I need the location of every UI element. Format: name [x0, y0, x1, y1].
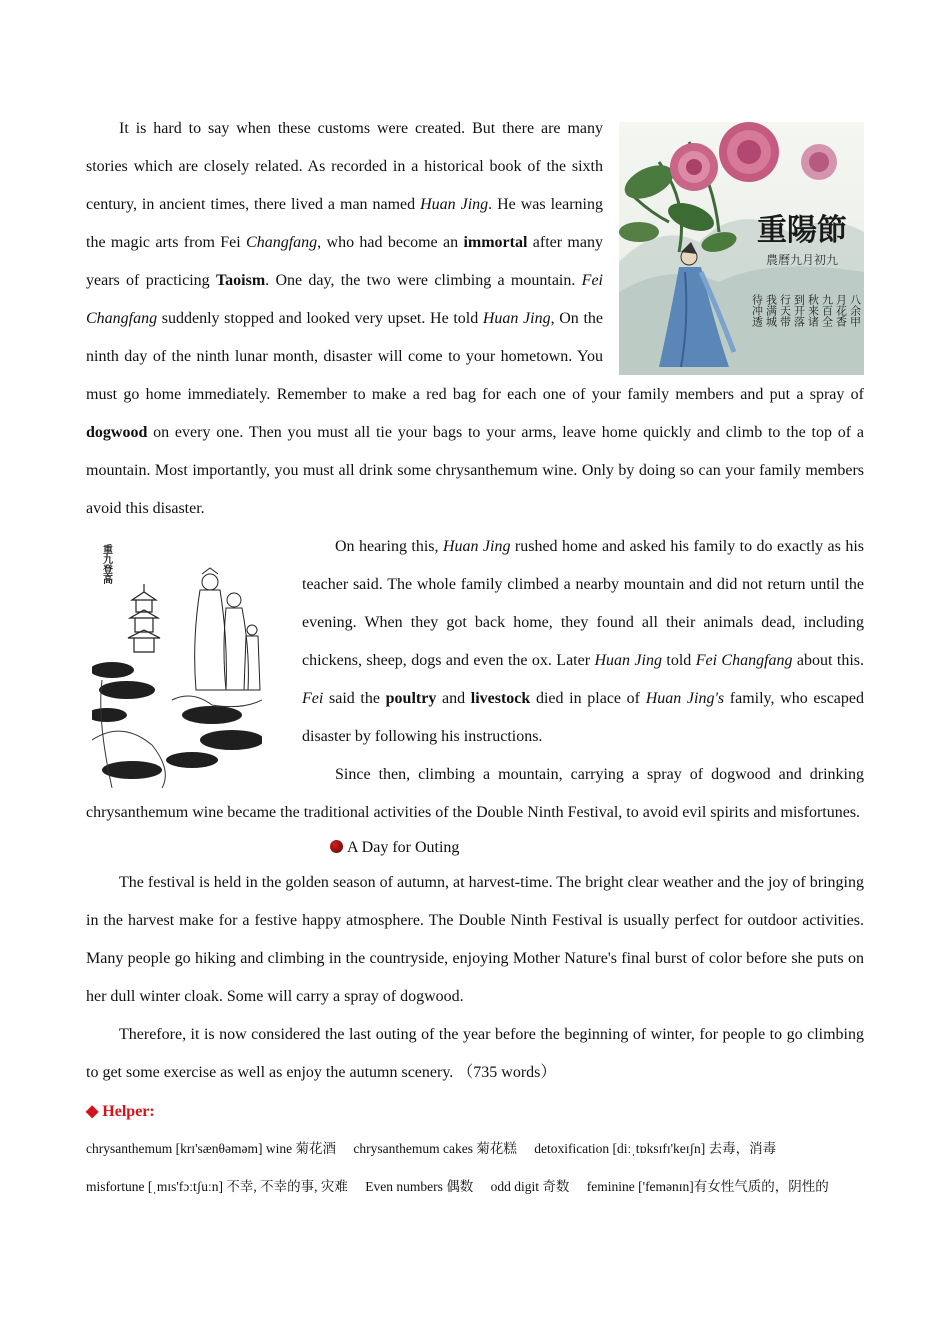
document-page: [86, 110, 864, 1206]
text-run: On hearing this,: [335, 538, 443, 555]
name-huan-jing: Huan Jing: [420, 196, 489, 213]
text-run: , On the ninth day of the ninth lunar month, disaster will come to your hometown. You must go home immediately. Remember to make a red bag for each one of your family members and put a spray of: [86, 310, 864, 403]
name-changfang: Changfang: [246, 234, 318, 251]
text-run: , who had become an: [317, 234, 464, 251]
vocab-entry: Even numbers 偶数: [365, 1179, 474, 1194]
poem-column: 月花香: [834, 294, 848, 327]
poem-column: 八余甲: [848, 294, 862, 327]
text-run: died in place of: [530, 690, 646, 707]
vocab-entry: chrysanthemum cakes 菊花糕: [353, 1141, 517, 1156]
illustration-poem: [751, 293, 862, 328]
text-run: It is hard to say when these customs were created. But there are many stories which are closely related. As recorded in a historical book of the sixth century, in ancient times, there lived a man named: [86, 120, 603, 213]
bullet-icon: [330, 840, 343, 853]
term-livestock: livestock: [470, 690, 531, 707]
name-fei: Fei: [302, 690, 324, 707]
vocab-entry: misfortune [ˌmɪs'fɔːtʃuːn] 不幸, 不幸的事, 灾难: [86, 1179, 348, 1194]
name-fei-changfang: Fei Changfang: [695, 652, 793, 669]
name-huan-jing: Huan Jing: [482, 310, 551, 327]
helper-title: ◆ Helper:: [86, 1103, 155, 1120]
climbing-illustration: [92, 540, 262, 788]
section-heading-text: A Day for Outing: [347, 839, 460, 856]
paragraph-conclusion: Therefore, it is now considered the last outing of the year before the beginning of winter, for people to go climbing to get some exercise as well as enjoy the autumn scenery. （735 words）: [86, 1026, 864, 1081]
drawing-title: 重九登高: [100, 544, 112, 584]
vocab-entry: detoxification [diːˌtɒksɪfɪ'keɪʃn] 去毒，消毒: [534, 1141, 777, 1156]
double-ninth-illustration: [619, 122, 864, 375]
paragraph-traditions: Since then, climbing a mountain, carrying a spray of dogwood and drinking chrysanthemum wine became the traditional activities of the Double Ninth Festival, to avoid evil spirits and misfortunes.: [86, 766, 864, 821]
text-run: said the: [323, 690, 386, 707]
text-run: family, who escaped disaster by following his instructions.: [302, 690, 865, 745]
poem-column: 九百全: [820, 294, 834, 327]
text-run: about this.: [792, 652, 865, 669]
text-run: rushed home and asked his family to do exactly as his teacher said. The whole family climbed a nearby mountain and did not return until the evening. When they got back home, they found all their animals dead, including chickens, sheep, dogs and even the ox. Later: [302, 538, 864, 669]
helper-line: [86, 1168, 864, 1206]
vocab-entry: chrysanthemum [krɪ'sænθəməm] wine 菊花酒: [86, 1141, 336, 1156]
poem-column: 秋来诸: [806, 294, 820, 327]
helper-line: [86, 1130, 864, 1168]
term-poultry: poultry: [385, 690, 437, 707]
ink-drawing: [92, 540, 262, 788]
poem-column: 行天带: [778, 294, 792, 327]
vocab-entry: odd digit 奇数: [490, 1179, 570, 1194]
text-run: . He was learning the magic arts from Fei: [86, 196, 603, 251]
name-huan-jings: Huan Jing's: [645, 690, 725, 707]
term-immortal: immortal: [463, 234, 528, 251]
text-run: suddenly stopped and looked very upset. He told: [157, 310, 483, 327]
poem-column: 我满城: [764, 294, 778, 327]
section-heading: [86, 832, 864, 864]
poem-column: 到开落: [792, 294, 806, 327]
name-huan-jing: Huan Jing: [442, 538, 511, 555]
name-huan-jing: Huan Jing: [594, 652, 662, 669]
illustration-title: 重陽節: [757, 213, 847, 248]
term-taoism: Taoism: [215, 272, 266, 289]
poem-column: 待冲透: [750, 294, 764, 327]
text-run: . One day, the two were climbing a mountain.: [265, 272, 582, 289]
text-run: after many years of practicing: [86, 234, 603, 289]
paragraph-outing: The festival is held in the golden season of autumn, at harvest-time. The bright clear weather and the joy of bringing in the harvest make for a festive happy atmosphere. The Double Ninth Festival is usually perfect for outdoor activities. Many people go hiking and climbing in the countryside, enjoying Mother Nature's final burst of color before she puts on her dull winter cloak. Some will carry a spray of dogwood.: [86, 874, 864, 1005]
chrysanthemum-painting: [619, 122, 864, 375]
name-fei-changfang: Fei Changfang: [86, 272, 603, 327]
term-dogwood: dogwood: [86, 424, 148, 441]
vocab-entry: feminine ['femənɪn]有女性气质的，阴性的: [586, 1179, 829, 1194]
text-run: and: [436, 690, 471, 707]
text-run: on every one. Then you must all tie your bags to your arms, leave home quickly and climb to the top of a mountain. Most importantly, you must all drink some chrysanthemum wine. Only by doing so can your family members avoid this disaster.: [86, 424, 864, 517]
helper-vocabulary: [86, 1130, 864, 1206]
illustration-subtitle: 農曆九月初九: [765, 253, 839, 267]
text-run: told: [661, 652, 696, 669]
